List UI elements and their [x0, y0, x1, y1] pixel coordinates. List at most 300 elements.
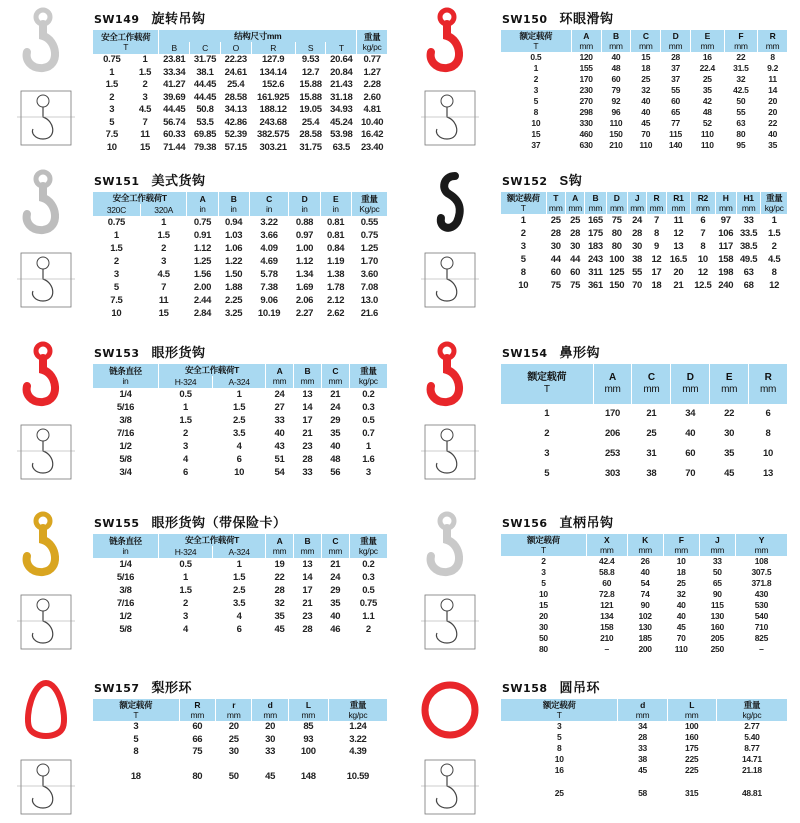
- table-cell: 8: [653, 228, 659, 239]
- table-cell: 1.03: [224, 230, 243, 241]
- column-unit: R: [252, 42, 295, 54]
- table-cell: 19: [274, 559, 285, 570]
- table-row: [93, 466, 387, 479]
- column-label: B: [230, 194, 237, 204]
- table-cell: 33: [265, 746, 276, 757]
- column-unit: mm: [630, 203, 644, 213]
- table-cell: 3: [133, 721, 139, 732]
- table-cell: 2: [183, 598, 189, 609]
- table-cell: 70: [685, 468, 696, 479]
- column-header: [216, 699, 251, 721]
- table-cell: 1.27: [363, 66, 381, 78]
- column-label: K: [642, 535, 649, 545]
- table-cell: 115: [710, 600, 724, 610]
- column-header: [607, 192, 627, 214]
- spec-table: [92, 364, 388, 479]
- column-unit: mm: [710, 545, 725, 555]
- table-cell: 60: [685, 448, 696, 459]
- column-unit: mm: [263, 710, 277, 720]
- dimension-diagram-icon: [417, 243, 483, 316]
- product-code: SW157: [94, 682, 140, 695]
- column-unit: mm: [759, 384, 777, 395]
- column-header: [749, 364, 787, 404]
- table-cell: 21.6: [360, 308, 378, 319]
- column-label: B: [613, 31, 619, 41]
- table-cell: 34: [638, 721, 647, 731]
- table-cell: 54: [274, 467, 285, 478]
- table-cell: 240: [718, 280, 734, 291]
- table-cell: 121: [600, 600, 614, 610]
- nose-hook-icon: [415, 340, 485, 415]
- column-unit: mm: [272, 546, 287, 556]
- table-cell: 34.93: [330, 104, 353, 115]
- table-row: [93, 558, 387, 571]
- table-cell: 243.68: [259, 116, 287, 128]
- table-cell: 50: [712, 567, 722, 577]
- table-cell: 0.88: [295, 217, 314, 228]
- table-cell: 12: [651, 254, 662, 265]
- table-cell: 1: [183, 572, 189, 583]
- table-cell: 31.18: [330, 91, 353, 103]
- section-title: [502, 342, 788, 361]
- table-cell: 1: [142, 54, 148, 65]
- table-cell: 56: [330, 467, 341, 478]
- column-label: A: [276, 536, 283, 546]
- table-cell: 32: [736, 74, 746, 84]
- table-cell: 15: [139, 141, 150, 153]
- table-cell: 6: [236, 454, 242, 465]
- table-row: [93, 388, 387, 401]
- table-cell: 0.3: [362, 402, 375, 413]
- column-unit: mm: [682, 384, 699, 395]
- table-cell: 40: [330, 611, 341, 622]
- table-row: [501, 600, 787, 611]
- table-cell: 2.44: [193, 295, 212, 306]
- column-label: L: [689, 700, 695, 710]
- table-cell: 0.75: [107, 217, 126, 228]
- table-row: [501, 464, 787, 484]
- column-label: A: [276, 366, 283, 376]
- column-unit: 320C: [93, 204, 140, 216]
- table-row: [93, 414, 387, 427]
- column-group-header: 安全工作载荷T: [93, 192, 186, 204]
- table-cell: 21: [330, 389, 341, 400]
- table-cell: 14.71: [741, 754, 762, 764]
- table-cell: 1.5: [157, 230, 170, 241]
- table-row: [93, 401, 387, 414]
- table-cell: 0.2: [362, 389, 375, 400]
- table-cell: 1.5: [179, 585, 192, 596]
- table-cell: 32: [274, 598, 285, 609]
- table-cell: 25: [646, 428, 657, 439]
- table-cell: 3: [161, 256, 167, 267]
- dimension-diagram-icon: [13, 243, 79, 316]
- product-code: SW155: [94, 517, 140, 530]
- table-cell: 1.25: [193, 256, 212, 267]
- table-cell: 24: [330, 572, 341, 583]
- column-header: [628, 192, 646, 214]
- column-label: Y: [758, 535, 765, 545]
- table-cell: 5: [557, 732, 562, 742]
- table-cell: 8.77: [744, 743, 760, 753]
- table-cell: 75: [550, 280, 561, 291]
- table-cell: 1.19: [326, 256, 345, 267]
- table-row: [93, 129, 387, 142]
- table-cell: 3.66: [260, 230, 278, 241]
- table-cell: 1.06: [224, 243, 243, 254]
- table-cell: 7: [653, 215, 659, 226]
- product-images: [400, 0, 500, 154]
- table-cell: 49.5: [739, 254, 758, 265]
- table-cell: 20.84: [330, 66, 353, 78]
- table-cell: 5.40: [744, 732, 760, 742]
- table-cell: 3: [533, 85, 539, 95]
- table-cell: 34: [685, 408, 696, 419]
- table-cell: 4: [183, 624, 189, 635]
- table-cell: 2: [771, 241, 777, 252]
- product-section-sw154: [400, 334, 800, 504]
- table-cell: 160: [710, 622, 724, 632]
- dimension-diagram-icon: [417, 81, 483, 154]
- table-row: [93, 216, 387, 229]
- table-cell: 0.75: [359, 598, 377, 609]
- table-cell: 13: [763, 468, 773, 479]
- table-cell: 16: [702, 52, 712, 62]
- column-header: [761, 192, 787, 214]
- table-cell: 58: [638, 788, 647, 798]
- column-group-header: 安全工作载荷T: [159, 364, 265, 376]
- spec-table: [500, 30, 788, 151]
- table-row: [501, 85, 787, 96]
- table-row: [93, 440, 387, 453]
- table-cell: 3/8: [119, 585, 132, 596]
- table-cell: 37: [671, 63, 680, 73]
- table-cell: 31.5: [733, 63, 749, 73]
- table-cell: 1: [365, 441, 371, 452]
- table-cell: 5: [109, 116, 115, 128]
- header-row: [93, 364, 387, 376]
- product-images: [0, 669, 92, 823]
- table-cell: 5/8: [119, 454, 132, 465]
- table-cell: 30: [570, 241, 581, 252]
- table-cell: 3: [109, 104, 115, 115]
- column-unit: kg/pc: [358, 546, 378, 556]
- column-header: [566, 192, 584, 214]
- column-header: [93, 699, 179, 721]
- table-cell: 115: [669, 129, 682, 139]
- table-cell: 21: [646, 408, 657, 419]
- column-unit: T: [123, 42, 129, 52]
- column-label: 重量: [349, 700, 367, 710]
- table-cell: 0.5: [179, 559, 192, 570]
- table-cell: 25: [570, 215, 581, 226]
- table-cell: 0.5: [362, 585, 375, 596]
- column-header: [716, 192, 736, 214]
- table-cell: 17: [651, 267, 662, 278]
- table-cell: 33: [743, 215, 754, 226]
- table-cell: 75: [192, 746, 203, 757]
- table-cell: 25: [641, 74, 651, 84]
- table-cell: 2.27: [295, 308, 314, 319]
- table-cell: 148: [300, 770, 316, 782]
- table-cell: 1.88: [224, 282, 243, 293]
- column-group-header: 结构尺寸mm: [159, 30, 356, 42]
- table-row: [93, 281, 387, 294]
- column-unit: mm: [718, 203, 733, 213]
- column-label: R: [653, 193, 660, 203]
- column-header: [628, 534, 663, 556]
- table-row: [93, 571, 387, 584]
- table-cell: 0.7: [362, 428, 375, 439]
- column-unit: A-324: [213, 376, 265, 388]
- table-cell: 4: [236, 441, 242, 452]
- table-cell: 65: [671, 107, 680, 117]
- table-cell: 65: [712, 578, 722, 588]
- table-cell: 4.39: [349, 746, 367, 757]
- table-cell: 5: [520, 254, 526, 265]
- table-row: [501, 444, 787, 464]
- column-unit: in: [199, 204, 206, 214]
- table-cell: 12: [769, 280, 780, 291]
- table-cell: 22.23: [224, 54, 247, 65]
- spec-table: [92, 699, 388, 783]
- column-unit: mm: [226, 710, 241, 720]
- table-cell: 1.25: [360, 243, 378, 254]
- table-cell: 68: [743, 280, 754, 291]
- table-row: [501, 266, 787, 279]
- table-cell: 80: [539, 644, 548, 654]
- table-cell: 45: [265, 770, 276, 782]
- table-row: [93, 229, 387, 242]
- table-cell: 51: [274, 454, 285, 465]
- table-cell: 35: [724, 448, 735, 459]
- table-cell: 13.0: [360, 295, 378, 306]
- table-cell: 40: [685, 428, 696, 439]
- column-unit: mm: [599, 545, 614, 555]
- column-unit: kg/pc: [348, 710, 368, 720]
- table-cell: 22: [736, 52, 746, 62]
- table-cell: 1.12: [295, 256, 314, 267]
- table-row: [501, 118, 787, 129]
- table-cell: 33.5: [739, 228, 758, 239]
- table-cell: 315: [685, 788, 699, 798]
- table-cell: 1.5: [105, 79, 118, 90]
- table-cell: 4.5: [138, 104, 152, 115]
- table-cell: 75: [611, 215, 622, 226]
- table-cell: 10.19: [257, 308, 281, 319]
- column-unit: T: [520, 203, 526, 213]
- table-cell: 38.5: [739, 241, 758, 252]
- column-header: [352, 192, 387, 216]
- table-cell: 42.86: [224, 116, 247, 128]
- table-cell: 48: [702, 107, 712, 117]
- product-images: [0, 0, 92, 154]
- table-row: [93, 142, 387, 155]
- table-cell: 1: [236, 389, 242, 400]
- table-cell: 21: [302, 598, 313, 609]
- table-cell: 382.575: [257, 129, 290, 140]
- table-cell: 5: [544, 468, 550, 479]
- table-cell: 21: [302, 428, 313, 439]
- table-cell: 110: [700, 140, 714, 150]
- table-cell: 303.21: [259, 141, 287, 153]
- table-cell: 5: [533, 96, 539, 106]
- column-label: R1: [673, 193, 684, 203]
- table-cell: 74: [640, 589, 650, 599]
- table-cell: 53.98: [330, 129, 353, 140]
- product-name: 直柄吊钩: [559, 515, 614, 530]
- table-cell: 55: [632, 267, 643, 278]
- section-title: [94, 512, 388, 531]
- table-cell: 27: [274, 402, 285, 413]
- table-cell: 25: [554, 788, 564, 798]
- table-cell: 12.7: [301, 66, 320, 78]
- table-row: [501, 253, 787, 266]
- table-cell: 2.77: [744, 721, 760, 731]
- table-cell: 15: [158, 308, 169, 319]
- table-cell: 42.4: [599, 556, 615, 566]
- table-cell: 85: [303, 721, 314, 732]
- table-cell: 1/4: [119, 389, 132, 400]
- product-name: 眼形货钩: [151, 345, 206, 360]
- product-name: 鼻形钩: [559, 345, 601, 360]
- table-cell: 80: [611, 241, 622, 252]
- table-cell: 7.5: [110, 295, 123, 306]
- product-code: SW156: [502, 517, 548, 530]
- product-name: 梨形环: [151, 680, 193, 695]
- table-cell: 0.81: [326, 230, 345, 241]
- column-unit: mm: [548, 203, 563, 213]
- table-cell: 96: [611, 107, 621, 117]
- table-cell: 24: [632, 215, 643, 226]
- table-cell: 206: [605, 428, 620, 439]
- table-cell: 28: [274, 585, 285, 596]
- table-cell: 30: [539, 622, 548, 632]
- table-cell: 25: [550, 215, 561, 226]
- table-cell: 28: [302, 454, 313, 465]
- column-unit: in: [301, 204, 308, 214]
- table-cell: 825: [754, 633, 769, 643]
- table-cell: 63: [736, 118, 746, 128]
- table-cell: 8: [765, 428, 771, 439]
- us-cargo-hook-icon: [11, 168, 81, 243]
- table-row: [93, 427, 387, 440]
- table-cell: 37: [531, 140, 541, 150]
- table-cell: 2.84: [193, 308, 212, 319]
- table-cell: 70: [676, 633, 686, 643]
- column-label: 安全工作载荷: [101, 32, 151, 42]
- table-cell: 4: [236, 611, 242, 622]
- table-cell: 1.5: [179, 415, 192, 426]
- table-cell: 44: [570, 254, 581, 265]
- table-cell: 16.42: [360, 129, 384, 140]
- table-cell: 21.18: [741, 765, 762, 775]
- table-cell: 205: [710, 633, 724, 643]
- dimension-diagram-icon: [13, 585, 79, 658]
- table-cell: 100: [685, 721, 699, 731]
- table-cell: 28.58: [224, 91, 247, 103]
- table-cell: 125: [609, 267, 625, 278]
- column-unit: mm: [609, 41, 623, 51]
- table-cell: 2.06: [295, 295, 314, 306]
- column-unit: mm: [301, 710, 316, 720]
- table-cell: 371.8: [751, 578, 772, 588]
- dimension-diagram-icon: [417, 750, 483, 823]
- table-cell: 40: [676, 611, 686, 621]
- section-title: [94, 677, 388, 696]
- table-cell: 69.85: [193, 129, 217, 140]
- table-cell: 10: [518, 280, 529, 291]
- table-row: [93, 307, 387, 320]
- table-cell: 225: [685, 754, 699, 764]
- table-cell: 2: [183, 428, 189, 439]
- table-cell: 270: [579, 96, 593, 106]
- table-cell: 90: [640, 600, 650, 610]
- column-unit: O: [221, 42, 251, 54]
- table-row: [93, 597, 387, 610]
- table-cell: 8: [520, 267, 526, 278]
- dimension-diagram-icon: [417, 415, 483, 488]
- table-cell: 45: [638, 765, 647, 775]
- table-cell: 2: [533, 74, 539, 84]
- table-cell: 188.12: [259, 104, 287, 115]
- table-cell: 110: [700, 129, 714, 139]
- table-cell: 140: [668, 140, 683, 150]
- table-cell: 55: [736, 107, 746, 117]
- table-cell: 12: [673, 228, 684, 239]
- eye-slip-hook-icon: [415, 6, 485, 81]
- table-cell: 40: [641, 96, 651, 106]
- table-cell: 0.5: [179, 389, 192, 400]
- table-cell: 11: [158, 295, 169, 306]
- table-row: [501, 107, 787, 118]
- column-header: [602, 30, 631, 52]
- table-cell: 35: [330, 598, 341, 609]
- column-header: [294, 364, 321, 388]
- column-header: [717, 699, 787, 721]
- table-cell: 158: [600, 622, 614, 632]
- spec-table: [500, 192, 788, 292]
- dimension-diagram-icon: [13, 750, 79, 823]
- table-cell: 33: [712, 556, 722, 566]
- column-unit: mm: [272, 376, 287, 386]
- table-cell: 540: [754, 611, 769, 621]
- column-unit: B: [159, 42, 189, 54]
- column-group-header: 安全工作载荷T: [159, 534, 265, 546]
- column-header: [350, 534, 387, 558]
- table-cell: 26: [640, 556, 650, 566]
- column-unit: kg/pc: [362, 42, 382, 52]
- table-cell: 40: [676, 600, 686, 610]
- table-cell: 0.97: [295, 230, 314, 241]
- column-unit: mm: [734, 41, 748, 51]
- table-cell: 30: [724, 428, 735, 439]
- table-cell: 2: [142, 79, 148, 90]
- table-cell: 361: [587, 280, 603, 291]
- table-cell: 50: [539, 633, 548, 643]
- table-cell: 0.84: [326, 243, 345, 254]
- table-cell: 50.8: [196, 104, 214, 115]
- column-label: 重量: [360, 366, 377, 376]
- table-cell: 0.75: [360, 230, 378, 241]
- table-cell: 40: [611, 52, 621, 62]
- column-header: [758, 30, 787, 52]
- column-unit: T: [533, 41, 539, 51]
- table-cell: 60: [611, 74, 621, 84]
- column-label: 额定载荷: [527, 372, 567, 383]
- table-cell: 2.28: [363, 79, 381, 90]
- column-unit: in: [332, 204, 339, 214]
